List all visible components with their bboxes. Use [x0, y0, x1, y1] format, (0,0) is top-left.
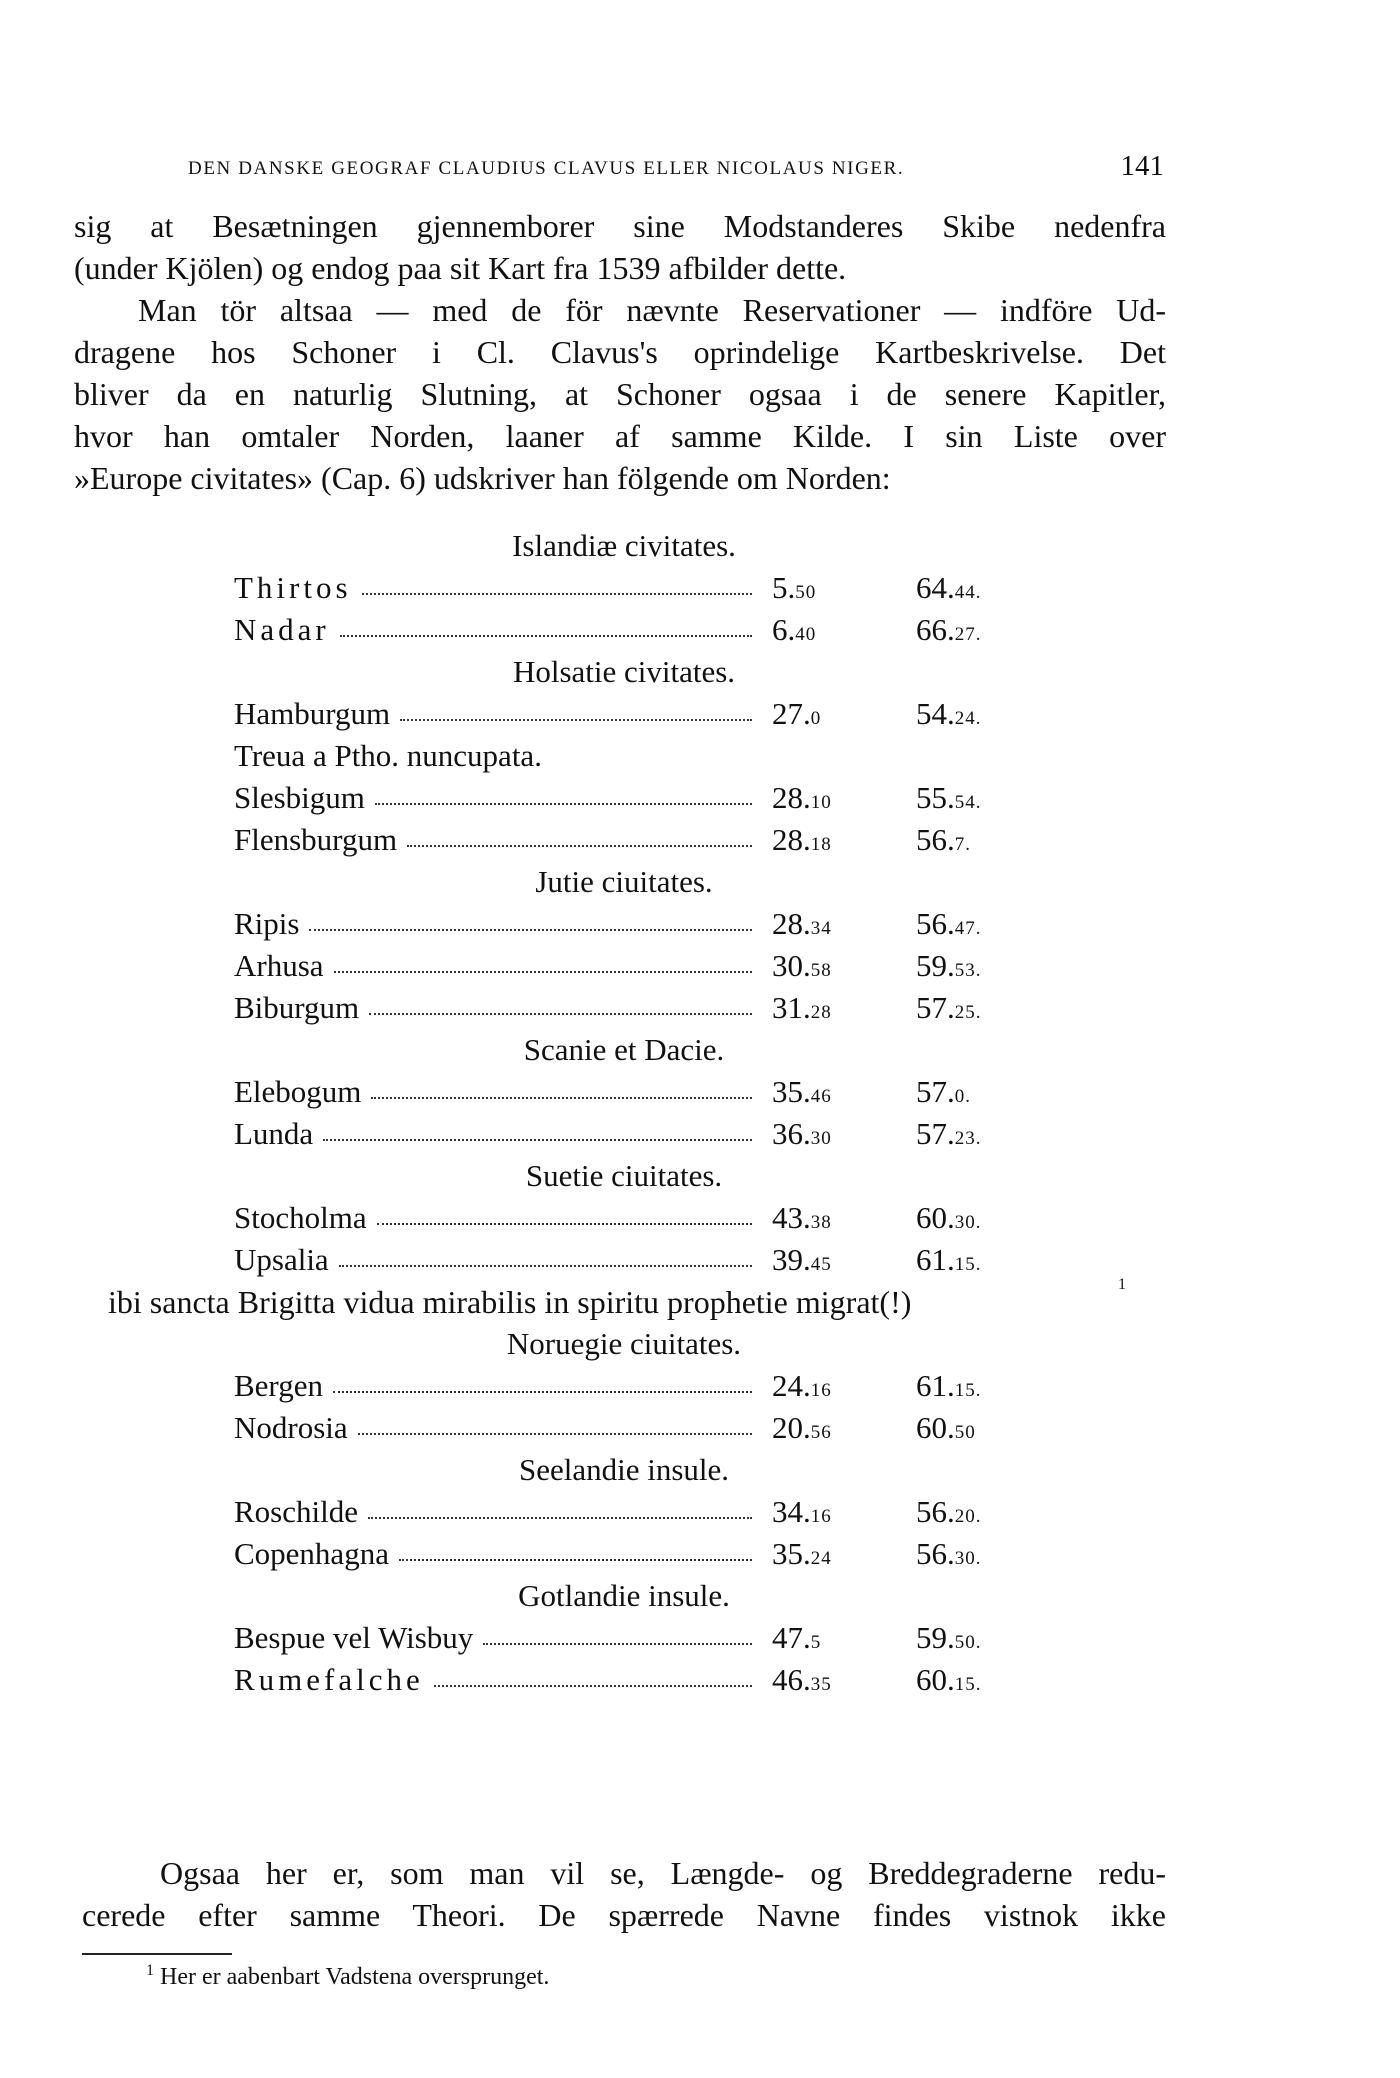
- latitude-minutes: 0.: [954, 1086, 971, 1107]
- longitude-value: [772, 693, 821, 740]
- latitude-value: [916, 1407, 976, 1454]
- latitude-degrees: 60.: [916, 1200, 955, 1235]
- longitude-minutes: 34: [810, 918, 832, 939]
- latitude-minutes: 54.: [954, 792, 982, 813]
- longitude-minutes: 10: [810, 792, 832, 813]
- table-row: [234, 1617, 1014, 1659]
- city-name: Upsalia: [234, 1242, 329, 1277]
- table-row: [234, 1365, 1014, 1407]
- page-header: [188, 150, 1164, 190]
- footnote-divider: [82, 1953, 232, 1955]
- section-title: Scanie et Dacie.: [523, 1032, 725, 1067]
- longitude-value: [772, 1197, 832, 1244]
- latitude-minutes: 20.: [954, 1506, 982, 1527]
- dot-leader: [323, 1139, 752, 1141]
- latitude-degrees: 55.: [916, 780, 955, 815]
- longitude-degrees: 28.: [772, 906, 811, 941]
- latitude-value: [916, 1491, 982, 1538]
- outro-line: cerede efter samme Theori. De spærrede Navne findes vistnok ikke: [82, 1897, 1166, 1933]
- latitude-value: [916, 567, 982, 614]
- table-row: [234, 945, 1014, 987]
- footnote-text: Her er aabenbart Vadstena oversprunget.: [160, 1964, 550, 1990]
- longitude-degrees: 36.: [772, 1116, 811, 1151]
- table-row: [234, 777, 1014, 819]
- city-name: Treua a Ptho. nuncupata.: [234, 738, 542, 773]
- table-row: [234, 903, 1014, 945]
- latitude-degrees: 56.: [916, 822, 955, 857]
- city-name: Lunda: [234, 1116, 314, 1151]
- dot-leader: [483, 1643, 752, 1645]
- latitude-value: [916, 1533, 982, 1580]
- city-name: Nodrosia: [234, 1410, 348, 1445]
- latitude-minutes: 24.: [954, 708, 982, 729]
- longitude-minutes: 46: [810, 1086, 832, 1107]
- latitude-degrees: 60.: [916, 1662, 955, 1697]
- table-row: [234, 609, 1014, 651]
- longitude-minutes: 18: [810, 834, 832, 855]
- longitude-degrees: 27.: [772, 696, 811, 731]
- longitude-degrees: 47.: [772, 1620, 811, 1655]
- city-name: Ripis: [234, 906, 300, 941]
- intro-line: dragene hos Schoner i Cl. Clavus's oprindelige Kartbeskrivelse. Det: [74, 334, 1166, 370]
- latitude-minutes: 15.: [954, 1674, 982, 1695]
- longitude-degrees: 6.: [772, 612, 796, 647]
- table-row: [234, 1071, 1014, 1113]
- latitude-value: [916, 777, 982, 824]
- city-name: Slesbigum: [234, 780, 365, 815]
- table-row: [234, 567, 1014, 609]
- table-row: [234, 1659, 1014, 1701]
- footnote-reference: 1: [1118, 1276, 1126, 1293]
- city-name: Arhusa: [234, 948, 324, 983]
- section-title: Holsatie civitates.: [512, 654, 736, 689]
- latitude-degrees: 56.: [916, 1536, 955, 1571]
- latitude-minutes: 30.: [954, 1548, 982, 1569]
- city-name: Biburgum: [234, 990, 360, 1025]
- latitude-value: [916, 903, 982, 950]
- longitude-minutes: 38: [810, 1212, 832, 1233]
- latitude-value: [916, 1365, 982, 1412]
- longitude-minutes: 35: [810, 1674, 832, 1695]
- longitude-minutes: 5: [810, 1632, 822, 1653]
- city-name: Thirtos: [234, 570, 352, 605]
- longitude-value: [772, 1659, 832, 1706]
- city-name: Roschilde: [234, 1494, 358, 1529]
- table-row: [234, 819, 1014, 861]
- latitude-degrees: 61.: [916, 1368, 955, 1403]
- longitude-degrees: 30.: [772, 948, 811, 983]
- latitude-degrees: 66.: [916, 612, 955, 647]
- longitude-value: [772, 1533, 832, 1580]
- section-title: Jutie ciuitates.: [535, 864, 713, 899]
- intro-paragraph: [74, 205, 1166, 499]
- table-row: [234, 735, 1014, 777]
- dot-leader: [377, 1223, 752, 1225]
- city-name: Copenhagna: [234, 1536, 389, 1571]
- running-title: DEN DANSKE GEOGRAF CLAUDIUS CLAVUS ELLER NICOLAUS NIGER.: [188, 158, 905, 179]
- dot-leader: [399, 1559, 752, 1561]
- longitude-value: [772, 1617, 821, 1664]
- dot-leader: [358, 1433, 752, 1435]
- longitude-degrees: 28.: [772, 780, 811, 815]
- dot-leader: [362, 593, 752, 595]
- longitude-value: [772, 819, 832, 866]
- page-number: 141: [1120, 150, 1164, 182]
- outro-line: Ogsaa her er, som man vil se, Længde- og Breddegraderne redu-: [160, 1855, 1166, 1891]
- longitude-value: [772, 903, 832, 950]
- city-name: Nadar: [234, 612, 330, 647]
- longitude-degrees: 24.: [772, 1368, 811, 1403]
- latitude-value: [916, 1239, 982, 1286]
- latitude-value: [916, 819, 971, 866]
- longitude-value: [772, 567, 816, 614]
- brigitta-note-text: ibi sancta Brigitta vidua mirabilis in spiritu prophetie migrat(!): [108, 1284, 912, 1320]
- intro-line: hvor han omtaler Norden, laaner af samme Kilde. I sin Liste over: [74, 418, 1166, 454]
- latitude-value: [916, 609, 982, 656]
- latitude-degrees: 56.: [916, 906, 955, 941]
- longitude-degrees: 46.: [772, 1662, 811, 1697]
- dot-leader: [375, 803, 752, 805]
- latitude-value: [916, 1071, 971, 1118]
- latitude-minutes: 15.: [954, 1254, 982, 1275]
- brigitta-note: [108, 1276, 1168, 1323]
- table-row: [234, 1533, 1014, 1575]
- city-name: Elebogum: [234, 1074, 362, 1109]
- longitude-degrees: 5.: [772, 570, 796, 605]
- latitude-value: [916, 987, 982, 1034]
- longitude-value: [772, 987, 832, 1034]
- longitude-value: [772, 945, 832, 992]
- latitude-value: [916, 1197, 982, 1244]
- latitude-degrees: 57.: [916, 1116, 955, 1151]
- section-title: Islandiæ civitates.: [512, 528, 736, 563]
- city-name: Bergen: [234, 1368, 323, 1403]
- city-name: Flensburgum: [234, 822, 398, 857]
- longitude-degrees: 34.: [772, 1494, 811, 1529]
- longitude-minutes: 16: [810, 1506, 832, 1527]
- longitude-degrees: 43.: [772, 1200, 811, 1235]
- longitude-value: [772, 609, 816, 656]
- latitude-minutes: 30.: [954, 1212, 982, 1233]
- dot-leader: [340, 635, 752, 637]
- latitude-minutes: 7.: [954, 834, 971, 855]
- latitude-degrees: 54.: [916, 696, 955, 731]
- outro-paragraph: [82, 1852, 1166, 1936]
- latitude-minutes: 25.: [954, 1002, 982, 1023]
- longitude-value: [772, 1239, 832, 1286]
- latitude-degrees: 59.: [916, 948, 955, 983]
- longitude-minutes: 58: [810, 960, 832, 981]
- dot-leader: [407, 845, 752, 847]
- table-row: [234, 1239, 1014, 1281]
- intro-line: Man tör altsaa — med de för nævnte Reservationer — indföre Ud-: [138, 292, 1166, 328]
- longitude-minutes: 30: [810, 1128, 832, 1149]
- intro-line: bliver da en naturlig Slutning, at Schoner ogsaa i de senere Kapitler,: [74, 376, 1166, 412]
- table-row: [234, 1491, 1014, 1533]
- dot-leader: [371, 1097, 752, 1099]
- table-row: [234, 1113, 1014, 1155]
- city-coordinates-table: [108, 525, 1126, 1701]
- dot-leader: [368, 1517, 752, 1519]
- longitude-value: [772, 1407, 832, 1454]
- longitude-degrees: 28.: [772, 822, 811, 857]
- longitude-degrees: 31.: [772, 990, 811, 1025]
- dot-leader: [334, 971, 752, 973]
- longitude-minutes: 0: [810, 708, 822, 729]
- footnote-mark: 1: [146, 1962, 154, 1979]
- longitude-minutes: 28: [810, 1002, 832, 1023]
- section-title: Suetie ciuitates.: [525, 1158, 723, 1193]
- city-name: Stocholma: [234, 1200, 367, 1235]
- city-name: Rumefalche: [234, 1662, 424, 1697]
- latitude-degrees: 64.: [916, 570, 955, 605]
- longitude-value: [772, 1491, 832, 1538]
- table-row: [234, 987, 1014, 1029]
- city-name: Hamburgum: [234, 696, 391, 731]
- section-title: Gotlandie insule.: [518, 1578, 730, 1613]
- latitude-degrees: 60.: [916, 1410, 955, 1445]
- footnote: [146, 1962, 549, 1991]
- latitude-minutes: 53.: [954, 960, 982, 981]
- dot-leader: [400, 719, 752, 721]
- table-row: [234, 1197, 1014, 1239]
- longitude-minutes: 56: [810, 1422, 832, 1443]
- latitude-minutes: 44.: [954, 582, 982, 603]
- longitude-degrees: 35.: [772, 1074, 811, 1109]
- longitude-value: [772, 777, 832, 824]
- latitude-value: [916, 693, 982, 740]
- longitude-degrees: 35.: [772, 1536, 811, 1571]
- dot-leader: [434, 1685, 752, 1687]
- longitude-minutes: 24: [810, 1548, 832, 1569]
- section-title: Seelandie insule.: [518, 1452, 730, 1487]
- latitude-degrees: 59.: [916, 1620, 955, 1655]
- dot-leader: [333, 1391, 752, 1393]
- dot-leader: [339, 1265, 752, 1267]
- longitude-value: [772, 1113, 832, 1160]
- longitude-minutes: 45: [810, 1254, 832, 1275]
- latitude-degrees: 57.: [916, 1074, 955, 1109]
- intro-line: (under Kjölen) og endog paa sit Kart fra 1539 afbilder dette.: [74, 250, 847, 286]
- latitude-value: [916, 945, 982, 992]
- latitude-value: [916, 1659, 982, 1706]
- table-row: [234, 1407, 1014, 1449]
- longitude-degrees: 39.: [772, 1242, 811, 1277]
- latitude-degrees: 57.: [916, 990, 955, 1025]
- longitude-value: [772, 1365, 832, 1412]
- table-row: [234, 693, 1014, 735]
- latitude-minutes: 15.: [954, 1380, 982, 1401]
- intro-line: »Europe civitates» (Cap. 6) udskriver han fölgende om Norden:: [74, 460, 891, 496]
- latitude-value: [916, 1617, 982, 1664]
- intro-line: sig at Besætningen gjennemborer sine Modstanderes Skibe nedenfra: [74, 208, 1166, 244]
- latitude-degrees: 61.: [916, 1242, 955, 1277]
- longitude-degrees: 20.: [772, 1410, 811, 1445]
- longitude-minutes: 16: [810, 1380, 832, 1401]
- latitude-minutes: 47.: [954, 918, 982, 939]
- latitude-value: [916, 1113, 982, 1160]
- dot-leader: [309, 929, 752, 931]
- longitude-value: [772, 1071, 832, 1118]
- latitude-minutes: 50.: [954, 1632, 982, 1653]
- latitude-minutes: 27.: [954, 624, 982, 645]
- city-name: Bespue vel Wisbuy: [234, 1620, 474, 1655]
- section-title: Noruegie ciuitates.: [506, 1326, 742, 1361]
- longitude-minutes: 50: [795, 582, 817, 603]
- latitude-degrees: 56.: [916, 1494, 955, 1529]
- latitude-minutes: 23.: [954, 1128, 982, 1149]
- dot-leader: [369, 1013, 752, 1015]
- latitude-minutes: 50: [954, 1422, 976, 1443]
- longitude-minutes: 40: [795, 624, 817, 645]
